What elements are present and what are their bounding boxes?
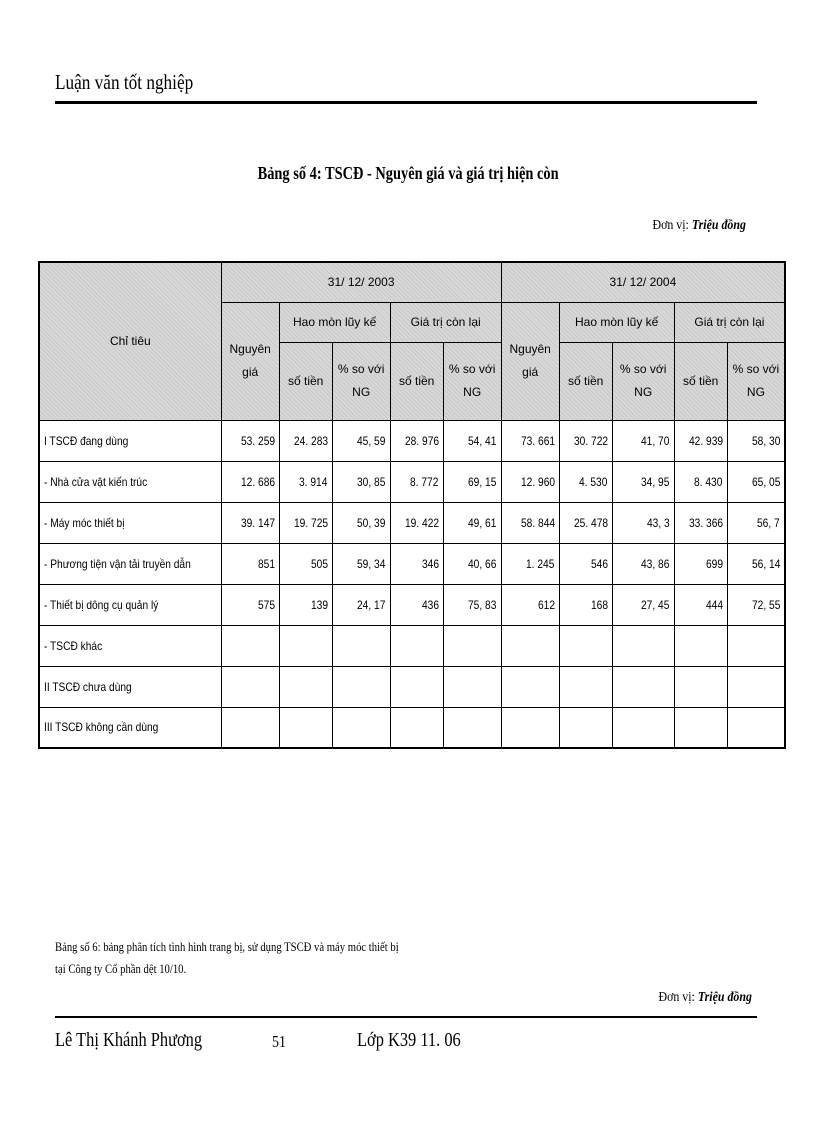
row-value-cell xyxy=(612,461,674,502)
header-divider xyxy=(55,101,757,104)
row-label-cell xyxy=(39,625,221,666)
row-value-cell xyxy=(674,625,727,666)
row-value-cell xyxy=(221,461,279,502)
row-label: - TSCĐ khác xyxy=(44,638,103,653)
row-value-cell xyxy=(390,461,443,502)
row-value-cell xyxy=(501,666,559,707)
row-value: 699 xyxy=(705,556,723,571)
header-pct-l1: % so với xyxy=(619,362,667,377)
row-value: 575 xyxy=(257,597,275,612)
row-value: 12. 960 xyxy=(520,474,555,489)
footer-divider xyxy=(55,1016,757,1018)
row-label-cell xyxy=(39,420,221,461)
row-value-cell xyxy=(674,461,727,502)
header-indicator: Chỉ tiêu xyxy=(39,262,221,420)
note-unit-value: Triệu đồng xyxy=(697,990,752,1005)
row-value-cell xyxy=(674,543,727,584)
footer-author: Lê Thị Khánh Phương xyxy=(55,1029,203,1051)
row-value-cell xyxy=(279,584,332,625)
row-value: 41, 70 xyxy=(641,433,670,448)
row-value-cell xyxy=(612,420,674,461)
row-value: 50, 39 xyxy=(357,515,386,530)
row-value-cell xyxy=(501,584,559,625)
header-pct-l1: % so với xyxy=(448,362,496,377)
row-value: 30. 722 xyxy=(573,433,608,448)
row-value-cell xyxy=(559,461,612,502)
row-value-cell xyxy=(612,502,674,543)
row-value-cell xyxy=(559,584,612,625)
row-value-cell xyxy=(279,543,332,584)
row-value-cell xyxy=(727,625,785,666)
row-value: 73. 661 xyxy=(520,433,555,448)
row-value-cell xyxy=(332,543,390,584)
header-pct xyxy=(612,342,674,420)
row-value-cell xyxy=(390,584,443,625)
header-original-l2: giá xyxy=(522,365,539,379)
header-pct-l2: NG xyxy=(634,385,653,399)
row-value-cell xyxy=(612,666,674,707)
row-value: 28. 976 xyxy=(404,433,439,448)
row-value-cell xyxy=(443,543,501,584)
row-value-cell xyxy=(443,584,501,625)
table-note xyxy=(55,936,399,980)
table-row xyxy=(39,420,785,461)
row-label-cell xyxy=(39,666,221,707)
row-value-cell xyxy=(279,420,332,461)
header-amount: số tiền xyxy=(279,342,332,420)
row-value-cell xyxy=(559,502,612,543)
table-row xyxy=(39,543,785,584)
note-unit-prefix: Đơn vị: xyxy=(658,990,695,1005)
row-label: - Thiết bị dông cụ quản lý xyxy=(44,597,159,612)
header-pct-l2: NG xyxy=(746,385,765,399)
row-value-cell xyxy=(727,502,785,543)
row-value-cell xyxy=(727,584,785,625)
row-value-cell xyxy=(674,666,727,707)
row-value: 19. 422 xyxy=(404,515,439,530)
row-label: - Nhà cửa vật kiến trúc xyxy=(44,474,148,489)
header-amount: số tiền xyxy=(390,342,443,420)
unit-value: Triệu đồng xyxy=(691,218,746,233)
footer-class: Lớp K39 11. 06 xyxy=(357,1029,461,1051)
row-value: 69, 15 xyxy=(468,474,497,489)
row-value-cell xyxy=(390,625,443,666)
row-value-cell xyxy=(501,461,559,502)
row-label-cell xyxy=(39,584,221,625)
unit-prefix: Đơn vị: xyxy=(652,218,689,233)
header-pct-l2: NG xyxy=(352,385,371,399)
header-amount: số tiền xyxy=(674,342,727,420)
row-value: 546 xyxy=(590,556,608,571)
row-value-cell xyxy=(612,707,674,748)
row-value-cell xyxy=(390,543,443,584)
row-value-cell xyxy=(501,707,559,748)
row-value-cell xyxy=(279,625,332,666)
row-value: 851 xyxy=(257,556,275,571)
row-value-cell xyxy=(612,584,674,625)
row-value: 45, 59 xyxy=(357,433,386,448)
note-line-2: tại Công ty Cổ phần dệt 10/10. xyxy=(55,961,187,976)
row-value: 56, 14 xyxy=(751,556,781,571)
header-depreciation-2004: Hao mòn lũy kế xyxy=(559,302,674,342)
row-value: 72, 55 xyxy=(751,597,781,612)
row-value-cell xyxy=(559,420,612,461)
header-original-2004 xyxy=(501,302,559,420)
table-title xyxy=(0,163,816,184)
note-unit-label xyxy=(659,990,752,1006)
row-value-cell xyxy=(443,625,501,666)
row-value-cell xyxy=(443,420,501,461)
row-value: 75, 83 xyxy=(468,597,497,612)
row-value: 24. 283 xyxy=(293,433,328,448)
header-remaining-2004: Giá trị còn lại xyxy=(674,302,785,342)
header-original-l2: giá xyxy=(242,365,259,379)
row-value-cell xyxy=(390,707,443,748)
row-value-cell xyxy=(332,666,390,707)
header-year-2003: 31/ 12/ 2003 xyxy=(221,262,501,302)
row-value-cell xyxy=(332,707,390,748)
row-value: 8. 772 xyxy=(410,474,439,489)
header-remaining-2003: Giá trị còn lại xyxy=(390,302,501,342)
row-value: 54, 41 xyxy=(468,433,497,448)
row-value-cell xyxy=(727,707,785,748)
table-row xyxy=(39,707,785,748)
row-value: 612 xyxy=(537,597,555,612)
row-value-cell xyxy=(559,666,612,707)
row-value-cell xyxy=(279,666,332,707)
row-value: 34, 95 xyxy=(641,474,670,489)
row-value: 24, 17 xyxy=(357,597,386,612)
row-value-cell xyxy=(221,625,279,666)
row-value: 53. 259 xyxy=(240,433,275,448)
header-original-l1: Nguyên xyxy=(509,342,551,357)
table-row xyxy=(39,666,785,707)
row-label-cell xyxy=(39,502,221,543)
row-value: 505 xyxy=(310,556,328,571)
row-value: 43, 3 xyxy=(646,515,670,530)
row-value-cell xyxy=(443,707,501,748)
row-value-cell xyxy=(612,543,674,584)
row-value-cell xyxy=(501,420,559,461)
row-value-cell xyxy=(390,502,443,543)
row-value: 139 xyxy=(310,597,328,612)
row-value-cell xyxy=(390,666,443,707)
row-value-cell xyxy=(279,707,332,748)
header-amount: số tiền xyxy=(559,342,612,420)
table-row xyxy=(39,625,785,666)
row-value: 1. 245 xyxy=(526,556,555,571)
header-pct-l1: % so với xyxy=(337,362,385,377)
row-value-cell xyxy=(727,543,785,584)
page-header-title: Luận văn tốt nghiệp xyxy=(55,70,194,94)
row-value: 8. 430 xyxy=(694,474,723,489)
row-value-cell xyxy=(727,420,785,461)
header-pct xyxy=(332,342,390,420)
row-value-cell xyxy=(501,502,559,543)
row-value: 12. 686 xyxy=(240,474,275,489)
row-label-cell xyxy=(39,543,221,584)
row-value: 27, 45 xyxy=(641,597,670,612)
header-original-l1: Nguyên xyxy=(229,342,271,357)
header-pct-l1: % so với xyxy=(732,362,780,377)
row-value-cell xyxy=(674,584,727,625)
row-label: I TSCĐ đang dùng xyxy=(44,433,129,448)
row-value: 30, 85 xyxy=(357,474,386,489)
row-value-cell xyxy=(221,707,279,748)
row-value-cell xyxy=(390,420,443,461)
row-value: 40, 66 xyxy=(468,556,497,571)
row-value: 58, 30 xyxy=(751,433,781,448)
row-value-cell xyxy=(559,625,612,666)
header-pct xyxy=(727,342,785,420)
row-value-cell xyxy=(221,502,279,543)
header-original-2003 xyxy=(221,302,279,420)
row-value-cell xyxy=(674,707,727,748)
row-value: 4. 530 xyxy=(579,474,608,489)
row-value-cell xyxy=(221,666,279,707)
header-pct-l2: NG xyxy=(463,385,482,399)
row-value: 19. 725 xyxy=(293,515,328,530)
header-depreciation-2003: Hao mòn lũy kế xyxy=(279,302,390,342)
row-value: 39. 147 xyxy=(240,515,275,530)
row-value-cell xyxy=(332,625,390,666)
table-row xyxy=(39,461,785,502)
footer-page-number: 51 xyxy=(272,1032,286,1051)
row-value-cell xyxy=(221,420,279,461)
row-value-cell xyxy=(332,502,390,543)
table-row xyxy=(39,502,785,543)
row-value-cell xyxy=(279,461,332,502)
row-value-cell xyxy=(443,666,501,707)
row-value: 42. 939 xyxy=(688,433,723,448)
row-value-cell xyxy=(221,543,279,584)
row-value-cell xyxy=(674,420,727,461)
row-value-cell xyxy=(501,625,559,666)
row-value-cell xyxy=(674,502,727,543)
row-value: 65, 05 xyxy=(751,474,781,489)
row-label-cell xyxy=(39,461,221,502)
table-row xyxy=(39,584,785,625)
row-value: 59, 34 xyxy=(357,556,386,571)
row-value: 346 xyxy=(421,556,439,571)
row-value-cell xyxy=(727,666,785,707)
row-value-cell xyxy=(332,461,390,502)
row-label: II TSCĐ chưa dùng xyxy=(44,679,132,694)
row-value: 436 xyxy=(421,597,439,612)
row-value: 56, 7 xyxy=(757,515,781,530)
header-year-2004: 31/ 12/ 2004 xyxy=(501,262,785,302)
row-label-cell xyxy=(39,707,221,748)
row-value: 444 xyxy=(705,597,723,612)
row-value-cell xyxy=(443,502,501,543)
row-value-cell xyxy=(443,461,501,502)
row-value-cell xyxy=(279,502,332,543)
row-value-cell xyxy=(221,584,279,625)
row-value-cell xyxy=(332,584,390,625)
row-value-cell xyxy=(559,543,612,584)
row-label: III TSCĐ không cần dùng xyxy=(44,720,159,735)
note-line-1: Bảng số 6: bảng phân tích tình hình trang bị, sử dụng TSCĐ và máy móc thiết bị xyxy=(55,939,399,954)
row-value-cell xyxy=(501,543,559,584)
table-body xyxy=(39,420,785,748)
row-value: 3. 914 xyxy=(299,474,328,489)
table-title-text: Bảng số 4: TSCĐ - Nguyên giá và giá trị hiện còn xyxy=(257,163,559,183)
row-value: 49, 61 xyxy=(468,515,497,530)
row-value: 58. 844 xyxy=(520,515,555,530)
header-pct xyxy=(443,342,501,420)
row-label: - Phương tiện vận tải truyền dẫn xyxy=(44,556,191,571)
row-value-cell xyxy=(612,625,674,666)
row-value-cell xyxy=(727,461,785,502)
unit-label xyxy=(653,218,746,234)
row-value: 33. 366 xyxy=(688,515,723,530)
row-value: 168 xyxy=(590,597,608,612)
row-value-cell xyxy=(559,707,612,748)
row-label: - Máy móc thiết bị xyxy=(44,515,125,530)
row-value: 25. 478 xyxy=(573,515,608,530)
fixed-assets-table xyxy=(38,261,786,749)
row-value-cell xyxy=(332,420,390,461)
row-value: 43, 86 xyxy=(641,556,670,571)
